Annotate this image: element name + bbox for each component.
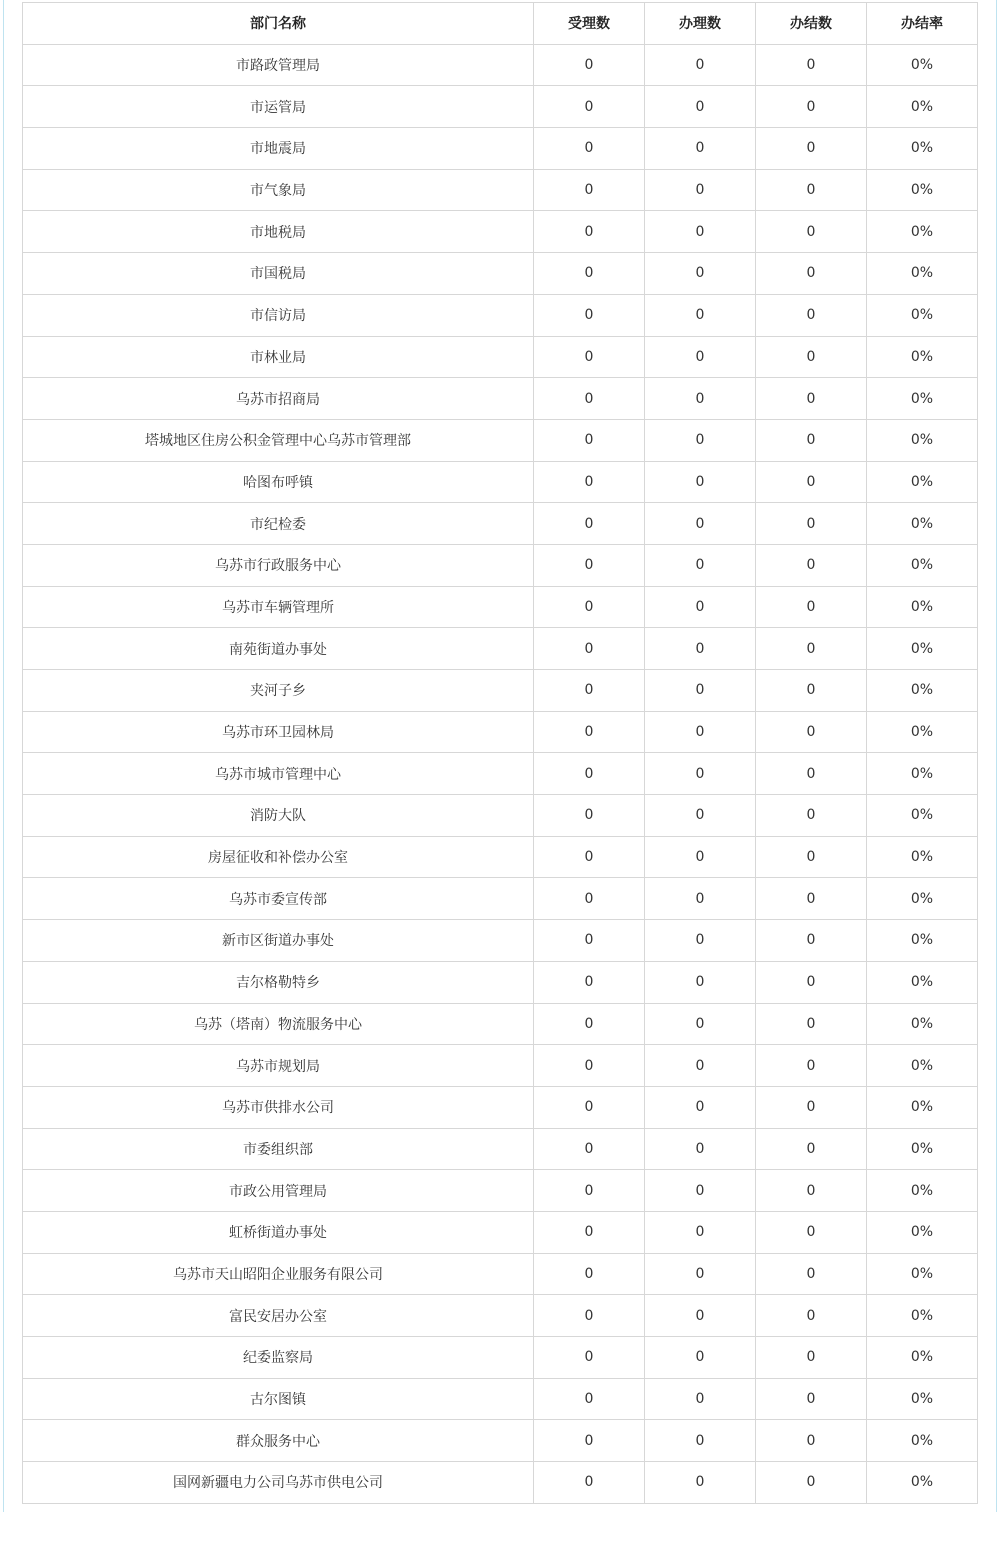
department-name-cell: 房屋征收和补偿办公室 [23, 836, 534, 878]
processing-count-cell: 0 [645, 1378, 756, 1420]
completed-count-cell: 0 [756, 1337, 867, 1379]
processing-count-cell: 0 [645, 253, 756, 295]
completion-rate-cell: 0% [867, 253, 978, 295]
department-name-cell: 乌苏市环卫园林局 [23, 711, 534, 753]
processing-count-cell: 0 [645, 211, 756, 253]
accepted-count-cell: 0 [534, 1003, 645, 1045]
processing-count-cell: 0 [645, 1337, 756, 1379]
completion-rate-cell: 0% [867, 753, 978, 795]
department-name-cell: 市国税局 [23, 253, 534, 295]
completion-rate-cell: 0% [867, 211, 978, 253]
accepted-count-cell: 0 [534, 1128, 645, 1170]
completion-rate-cell: 0% [867, 878, 978, 920]
table-row [23, 795, 978, 837]
table-row [23, 920, 978, 962]
processing-count-cell: 0 [645, 544, 756, 586]
completion-rate-cell: 0% [867, 1086, 978, 1128]
completed-count-cell: 0 [756, 711, 867, 753]
processing-count-cell: 0 [645, 1170, 756, 1212]
completed-count-cell: 0 [756, 378, 867, 420]
table-row [23, 1170, 978, 1212]
processing-count-cell: 0 [645, 1462, 756, 1504]
accepted-count-cell: 0 [534, 628, 645, 670]
table-row [23, 878, 978, 920]
completion-rate-cell: 0% [867, 1045, 978, 1087]
table-row [23, 1003, 978, 1045]
completion-rate-cell: 0% [867, 711, 978, 753]
department-name-cell: 乌苏（塔南）物流服务中心 [23, 1003, 534, 1045]
accepted-count-cell: 0 [534, 1211, 645, 1253]
completed-count-cell: 0 [756, 253, 867, 295]
accepted-count-cell: 0 [534, 1045, 645, 1087]
completed-count-cell: 0 [756, 1003, 867, 1045]
header-processing-count: 办理数 [645, 3, 756, 45]
department-stats-table [22, 2, 978, 1504]
header-completion-rate: 办结率 [867, 3, 978, 45]
completed-count-cell: 0 [756, 795, 867, 837]
department-name-cell: 市政公用管理局 [23, 1170, 534, 1212]
accepted-count-cell: 0 [534, 378, 645, 420]
accepted-count-cell: 0 [534, 878, 645, 920]
header-accepted-count: 受理数 [534, 3, 645, 45]
completion-rate-cell: 0% [867, 1253, 978, 1295]
processing-count-cell: 0 [645, 628, 756, 670]
table-row [23, 836, 978, 878]
completion-rate-cell: 0% [867, 1003, 978, 1045]
processing-count-cell: 0 [645, 586, 756, 628]
processing-count-cell: 0 [645, 86, 756, 128]
department-name-cell: 市信访局 [23, 294, 534, 336]
completion-rate-cell: 0% [867, 1170, 978, 1212]
processing-count-cell: 0 [645, 961, 756, 1003]
accepted-count-cell: 0 [534, 961, 645, 1003]
completion-rate-cell: 0% [867, 920, 978, 962]
department-name-cell: 虹桥街道办事处 [23, 1211, 534, 1253]
accepted-count-cell: 0 [534, 336, 645, 378]
completed-count-cell: 0 [756, 586, 867, 628]
completion-rate-cell: 0% [867, 670, 978, 712]
table-row [23, 128, 978, 170]
table-row [23, 670, 978, 712]
table-row [23, 253, 978, 295]
department-name-cell: 市路政管理局 [23, 44, 534, 86]
processing-count-cell: 0 [645, 1003, 756, 1045]
completion-rate-cell: 0% [867, 961, 978, 1003]
table-row [23, 1295, 978, 1337]
table-row [23, 86, 978, 128]
department-name-cell: 市地震局 [23, 128, 534, 170]
processing-count-cell: 0 [645, 878, 756, 920]
table-row [23, 461, 978, 503]
processing-count-cell: 0 [645, 44, 756, 86]
completed-count-cell: 0 [756, 1170, 867, 1212]
accepted-count-cell: 0 [534, 711, 645, 753]
completion-rate-cell: 0% [867, 503, 978, 545]
completion-rate-cell: 0% [867, 86, 978, 128]
processing-count-cell: 0 [645, 1086, 756, 1128]
accepted-count-cell: 0 [534, 294, 645, 336]
department-name-cell: 乌苏市天山昭阳企业服务有限公司 [23, 1253, 534, 1295]
department-name-cell: 吉尔格勒特乡 [23, 961, 534, 1003]
completed-count-cell: 0 [756, 1420, 867, 1462]
completion-rate-cell: 0% [867, 378, 978, 420]
processing-count-cell: 0 [645, 670, 756, 712]
department-name-cell: 市委组织部 [23, 1128, 534, 1170]
table-row [23, 503, 978, 545]
completion-rate-cell: 0% [867, 1420, 978, 1462]
department-name-cell: 市地税局 [23, 211, 534, 253]
completed-count-cell: 0 [756, 961, 867, 1003]
table-row [23, 1128, 978, 1170]
accepted-count-cell: 0 [534, 1170, 645, 1212]
completed-count-cell: 0 [756, 1086, 867, 1128]
department-name-cell: 南苑街道办事处 [23, 628, 534, 670]
accepted-count-cell: 0 [534, 211, 645, 253]
department-name-cell: 市林业局 [23, 336, 534, 378]
department-name-cell: 消防大队 [23, 795, 534, 837]
table-row [23, 961, 978, 1003]
accepted-count-cell: 0 [534, 670, 645, 712]
completed-count-cell: 0 [756, 670, 867, 712]
department-name-cell: 乌苏市委宣传部 [23, 878, 534, 920]
completion-rate-cell: 0% [867, 586, 978, 628]
processing-count-cell: 0 [645, 419, 756, 461]
processing-count-cell: 0 [645, 1128, 756, 1170]
completed-count-cell: 0 [756, 503, 867, 545]
department-name-cell: 国网新疆电力公司乌苏市供电公司 [23, 1462, 534, 1504]
table-row [23, 211, 978, 253]
completion-rate-cell: 0% [867, 1378, 978, 1420]
completion-rate-cell: 0% [867, 419, 978, 461]
completion-rate-cell: 0% [867, 1295, 978, 1337]
table-row [23, 1337, 978, 1379]
department-name-cell: 纪委监察局 [23, 1337, 534, 1379]
completed-count-cell: 0 [756, 169, 867, 211]
completed-count-cell: 0 [756, 1295, 867, 1337]
processing-count-cell: 0 [645, 1211, 756, 1253]
accepted-count-cell: 0 [534, 86, 645, 128]
table-row [23, 1378, 978, 1420]
header-completed-count: 办结数 [756, 3, 867, 45]
accepted-count-cell: 0 [534, 836, 645, 878]
department-name-cell: 乌苏市招商局 [23, 378, 534, 420]
completion-rate-cell: 0% [867, 1462, 978, 1504]
accepted-count-cell: 0 [534, 419, 645, 461]
completed-count-cell: 0 [756, 836, 867, 878]
completed-count-cell: 0 [756, 211, 867, 253]
completion-rate-cell: 0% [867, 461, 978, 503]
completed-count-cell: 0 [756, 878, 867, 920]
completion-rate-cell: 0% [867, 169, 978, 211]
processing-count-cell: 0 [645, 378, 756, 420]
table-body [23, 44, 978, 1503]
accepted-count-cell: 0 [534, 586, 645, 628]
accepted-count-cell: 0 [534, 128, 645, 170]
department-name-cell: 哈图布呼镇 [23, 461, 534, 503]
department-name-cell: 市气象局 [23, 169, 534, 211]
department-name-cell: 富民安居办公室 [23, 1295, 534, 1337]
accepted-count-cell: 0 [534, 1337, 645, 1379]
table-row [23, 1086, 978, 1128]
processing-count-cell: 0 [645, 461, 756, 503]
accepted-count-cell: 0 [534, 795, 645, 837]
completed-count-cell: 0 [756, 753, 867, 795]
table-row [23, 336, 978, 378]
completed-count-cell: 0 [756, 294, 867, 336]
table-row [23, 169, 978, 211]
accepted-count-cell: 0 [534, 1295, 645, 1337]
accepted-count-cell: 0 [534, 253, 645, 295]
table-row [23, 1462, 978, 1504]
department-name-cell: 乌苏市行政服务中心 [23, 544, 534, 586]
table-row [23, 44, 978, 86]
department-name-cell: 乌苏市规划局 [23, 1045, 534, 1087]
table-row [23, 1045, 978, 1087]
department-name-cell: 乌苏市供排水公司 [23, 1086, 534, 1128]
table-row [23, 1420, 978, 1462]
completion-rate-cell: 0% [867, 628, 978, 670]
department-name-cell: 新市区街道办事处 [23, 920, 534, 962]
completion-rate-cell: 0% [867, 128, 978, 170]
accepted-count-cell: 0 [534, 1253, 645, 1295]
department-name-cell: 市纪检委 [23, 503, 534, 545]
table-row [23, 419, 978, 461]
processing-count-cell: 0 [645, 1253, 756, 1295]
processing-count-cell: 0 [645, 795, 756, 837]
completed-count-cell: 0 [756, 86, 867, 128]
table-row [23, 753, 978, 795]
completion-rate-cell: 0% [867, 544, 978, 586]
completion-rate-cell: 0% [867, 294, 978, 336]
processing-count-cell: 0 [645, 294, 756, 336]
accepted-count-cell: 0 [534, 503, 645, 545]
completed-count-cell: 0 [756, 128, 867, 170]
department-name-cell: 乌苏市城市管理中心 [23, 753, 534, 795]
completed-count-cell: 0 [756, 544, 867, 586]
accepted-count-cell: 0 [534, 44, 645, 86]
completion-rate-cell: 0% [867, 1337, 978, 1379]
completed-count-cell: 0 [756, 920, 867, 962]
department-name-cell: 夹河子乡 [23, 670, 534, 712]
table-row [23, 586, 978, 628]
table-header-row [23, 3, 978, 45]
accepted-count-cell: 0 [534, 1462, 645, 1504]
table-row [23, 1253, 978, 1295]
completed-count-cell: 0 [756, 1378, 867, 1420]
completed-count-cell: 0 [756, 1211, 867, 1253]
completion-rate-cell: 0% [867, 795, 978, 837]
completion-rate-cell: 0% [867, 336, 978, 378]
department-name-cell: 塔城地区住房公积金管理中心乌苏市管理部 [23, 419, 534, 461]
completion-rate-cell: 0% [867, 44, 978, 86]
processing-count-cell: 0 [645, 1045, 756, 1087]
processing-count-cell: 0 [645, 1420, 756, 1462]
department-name-cell: 市运管局 [23, 86, 534, 128]
department-name-cell: 群众服务中心 [23, 1420, 534, 1462]
processing-count-cell: 0 [645, 711, 756, 753]
accepted-count-cell: 0 [534, 753, 645, 795]
processing-count-cell: 0 [645, 169, 756, 211]
completed-count-cell: 0 [756, 1128, 867, 1170]
accepted-count-cell: 0 [534, 1378, 645, 1420]
header-department-name: 部门名称 [23, 3, 534, 45]
accepted-count-cell: 0 [534, 169, 645, 211]
department-name-cell: 古尔图镇 [23, 1378, 534, 1420]
processing-count-cell: 0 [645, 336, 756, 378]
processing-count-cell: 0 [645, 503, 756, 545]
department-name-cell: 乌苏市车辆管理所 [23, 586, 534, 628]
processing-count-cell: 0 [645, 836, 756, 878]
accepted-count-cell: 0 [534, 920, 645, 962]
accepted-count-cell: 0 [534, 461, 645, 503]
processing-count-cell: 0 [645, 128, 756, 170]
table-row [23, 544, 978, 586]
completion-rate-cell: 0% [867, 1128, 978, 1170]
completed-count-cell: 0 [756, 628, 867, 670]
accepted-count-cell: 0 [534, 544, 645, 586]
completed-count-cell: 0 [756, 419, 867, 461]
completed-count-cell: 0 [756, 1253, 867, 1295]
processing-count-cell: 0 [645, 1295, 756, 1337]
completed-count-cell: 0 [756, 1462, 867, 1504]
completion-rate-cell: 0% [867, 836, 978, 878]
accepted-count-cell: 0 [534, 1086, 645, 1128]
table-row [23, 628, 978, 670]
processing-count-cell: 0 [645, 920, 756, 962]
table-row [23, 711, 978, 753]
table-row [23, 294, 978, 336]
completed-count-cell: 0 [756, 1045, 867, 1087]
accepted-count-cell: 0 [534, 1420, 645, 1462]
completed-count-cell: 0 [756, 461, 867, 503]
processing-count-cell: 0 [645, 753, 756, 795]
completion-rate-cell: 0% [867, 1211, 978, 1253]
completed-count-cell: 0 [756, 336, 867, 378]
table-row [23, 378, 978, 420]
table-row [23, 1211, 978, 1253]
completed-count-cell: 0 [756, 44, 867, 86]
